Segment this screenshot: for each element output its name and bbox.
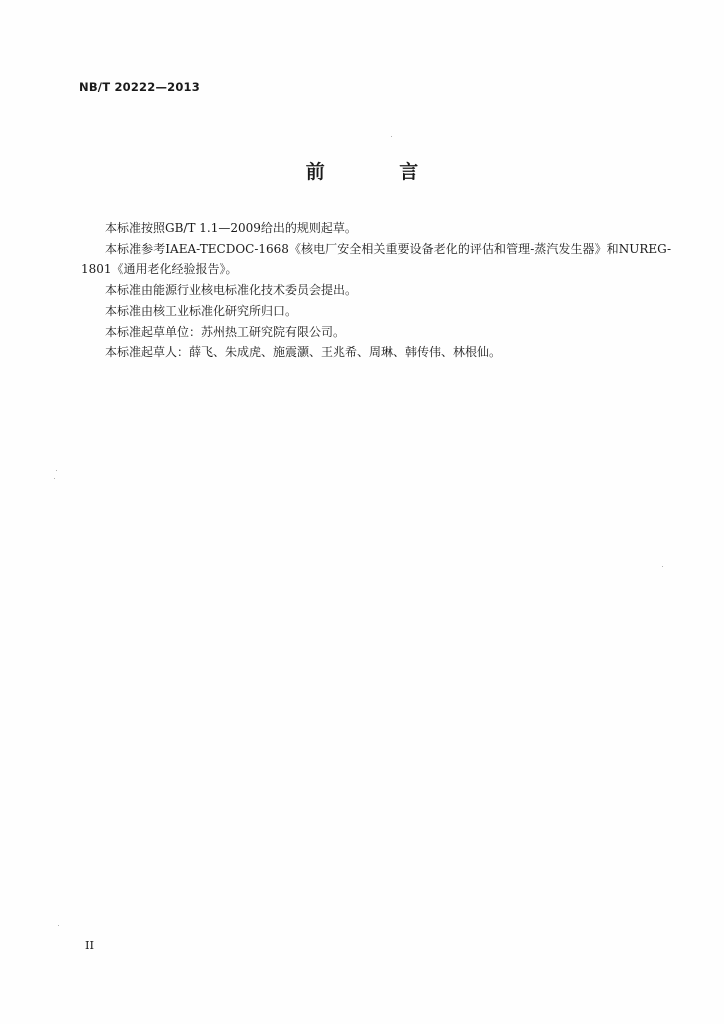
standard-code: NB/T 20222—2013	[79, 80, 200, 94]
scan-speck	[54, 478, 55, 479]
scan-speck	[56, 470, 57, 471]
paragraph-proposer: 本标准由能源行业核电标准化技术委员会提出。	[105, 283, 358, 298]
scan-speck	[391, 136, 392, 137]
paragraph-drafting-unit: 本标准起草单位：苏州热工研究院有限公司。	[105, 324, 346, 339]
paragraph-administrator: 本标准由核工业标准化研究所归口。	[105, 303, 298, 318]
page-title: 前 言	[305, 161, 453, 183]
scan-speck	[662, 566, 663, 567]
paragraph-drafting-rules: 本标准按照GB/T 1.1—2009给出的规则起草。	[105, 221, 357, 235]
scan-speck	[58, 925, 59, 926]
paragraph-references: 本标准参考IAEA-TECDOC-1668《核电厂安全相关重要设备老化的评估和管理-蒸汽发生器》和NUREG-1801《通用老化经验报告》。	[81, 241, 671, 277]
paragraph-drafters: 本标准起草人：薛飞、朱成虎、施震灏、王兆希、周琳、韩传伟、林根仙。	[105, 345, 502, 360]
preface-body	[81, 218, 671, 363]
page-number: II	[85, 938, 95, 952]
